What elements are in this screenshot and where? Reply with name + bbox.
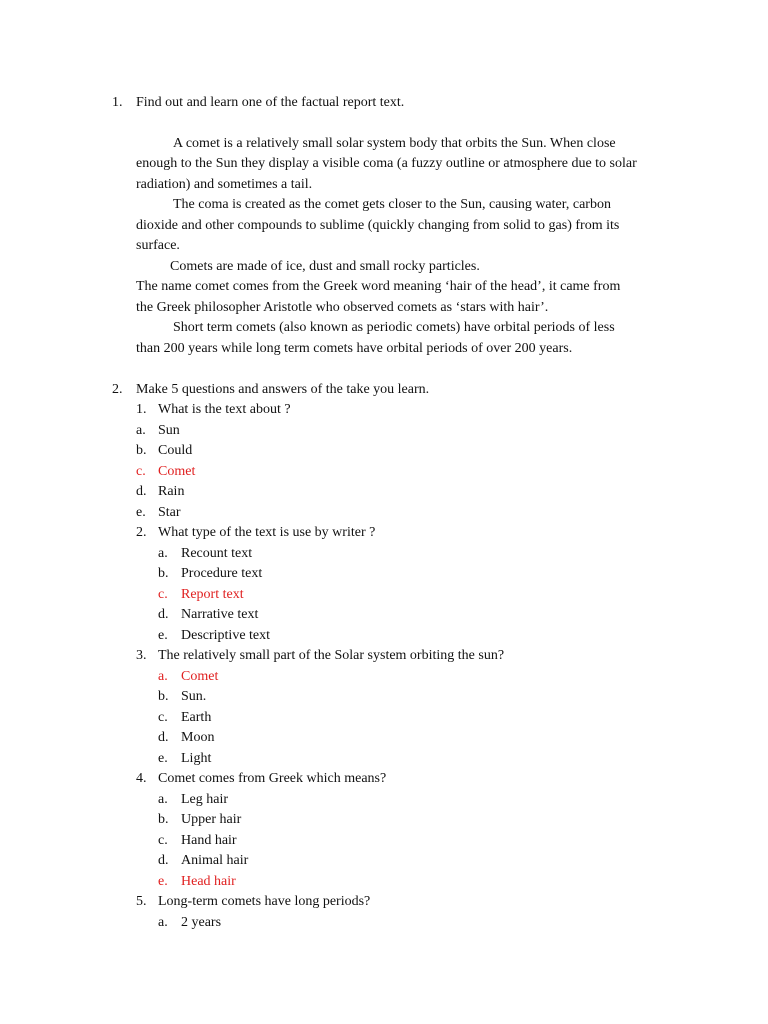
question-text: The relatively small part of the Solar system orbiting the sun? (158, 648, 505, 663)
paragraph-line: surface. (136, 238, 180, 253)
option-letter: a. (158, 915, 168, 930)
option-text: Could (158, 443, 193, 458)
option-letter-correct: c. (136, 464, 146, 479)
question-text: What is the text about ? (158, 402, 291, 417)
option-text: Hand hair (181, 833, 237, 848)
option-letter: d. (158, 853, 169, 868)
section-heading: Find out and learn one of the factual report text. (136, 95, 405, 110)
question-text: What type of the text is use by writer ? (158, 525, 376, 540)
option-letter: a. (158, 546, 168, 561)
option-text: Sun (158, 423, 180, 438)
question-number: 3. (136, 648, 147, 663)
option-letter: b. (158, 566, 169, 581)
option-letter: c. (158, 833, 168, 848)
paragraph-line: enough to the Sun they display a visible coma (a fuzzy outline or atmosphere due to solar (136, 156, 637, 171)
option-text-correct: Comet (181, 669, 219, 684)
option-letter: c. (158, 710, 168, 725)
paragraph-line: dioxide and other compounds to sublime (quickly changing from solid to gas) from its (136, 218, 620, 233)
option-letter: d. (136, 484, 147, 499)
question-number: 4. (136, 771, 147, 786)
option-text: Light (181, 751, 212, 766)
section-number: 2. (112, 382, 123, 397)
paragraph-line: Short term comets (also known as periodic comets) have orbital periods of less (173, 320, 615, 335)
question-text: Long-term comets have long periods? (158, 894, 371, 909)
option-letter: b. (136, 443, 147, 458)
option-text-correct: Comet (158, 464, 196, 479)
paragraph-line: the Greek philosopher Aristotle who observed comets as ‘stars with hair’. (136, 300, 549, 315)
option-text: Rain (158, 484, 185, 499)
question-number: 5. (136, 894, 147, 909)
option-letter: d. (158, 607, 169, 622)
option-text: Sun. (181, 689, 207, 704)
option-letter: a. (136, 423, 146, 438)
option-text: Animal hair (181, 853, 249, 868)
option-text: Upper hair (181, 812, 242, 827)
question-text: Comet comes from Greek which means? (158, 771, 387, 786)
option-text: Leg hair (181, 792, 229, 807)
option-text: Procedure text (181, 566, 263, 581)
option-letter: b. (158, 689, 169, 704)
option-letter: d. (158, 730, 169, 745)
paragraph-line: than 200 years while long term comets have orbital periods of over 200 years. (136, 341, 573, 356)
option-letter: b. (158, 812, 169, 827)
option-text: Star (158, 505, 181, 520)
option-text: Moon (181, 730, 215, 745)
option-letter-correct: c. (158, 587, 168, 602)
option-text: 2 years (181, 915, 222, 930)
option-letter: e. (158, 751, 168, 766)
section-heading: Make 5 questions and answers of the take you learn. (136, 382, 430, 397)
question-number: 1. (136, 402, 147, 417)
option-text-correct: Head hair (181, 874, 236, 889)
option-letter: e. (158, 628, 168, 643)
option-text-correct: Report text (181, 587, 244, 602)
option-text: Descriptive text (181, 628, 271, 643)
option-text: Recount text (181, 546, 253, 561)
option-letter: a. (158, 792, 168, 807)
option-letter-correct: a. (158, 669, 168, 684)
paragraph-line: A comet is a relatively small solar system body that orbits the Sun. When close (173, 136, 616, 151)
question-number: 2. (136, 525, 147, 540)
paragraph-line: The name comet comes from the Greek word meaning ‘hair of the head’, it came from (136, 279, 621, 294)
option-text: Earth (181, 710, 212, 725)
paragraph-line: Comets are made of ice, dust and small rocky particles. (170, 259, 480, 274)
option-letter-correct: e. (158, 874, 168, 889)
option-letter: e. (136, 505, 146, 520)
section-number: 1. (112, 95, 123, 110)
option-text: Narrative text (181, 607, 259, 622)
paragraph-line: The coma is created as the comet gets closer to the Sun, causing water, carbon (173, 197, 611, 212)
paragraph-line: radiation) and sometimes a tail. (136, 177, 313, 192)
